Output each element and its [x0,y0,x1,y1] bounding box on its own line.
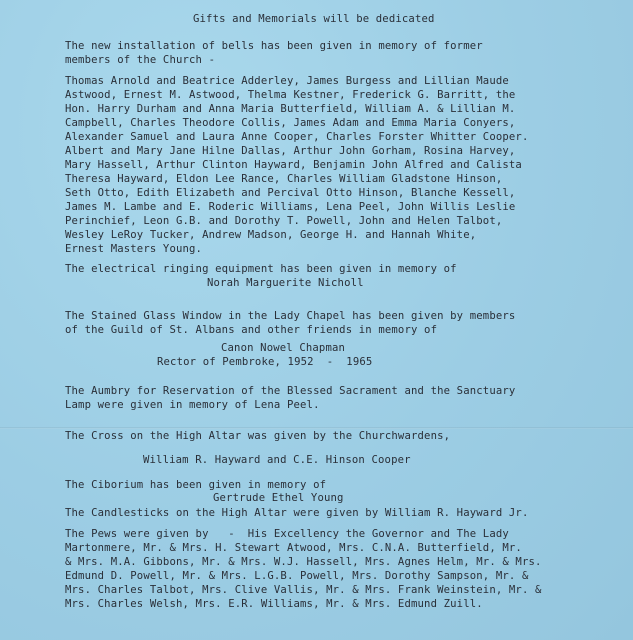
bells-names-line: Albert and Mary Jane Hilne Dallas, Arthur John Gorham, Rosina Harvey, [65,145,516,157]
candlesticks-line: The Candlesticks on the High Altar were given by William R. Hayward Jr. [65,507,529,519]
ringing-line: The electrical ringing equipment has been given in memory of [65,263,457,275]
document-title: Gifts and Memorials will be dedicated [193,13,435,25]
bells-names-line: Ernest Masters Young. [65,243,203,255]
ciborium-line: The Ciborium has been given in memory of [65,479,327,491]
bells-names-line: Wesley LeRoy Tucker, Andrew Madson, George H. and Hannah White, [65,229,477,241]
churchwardens-names: William R. Hayward and C.E. Hinson Cooper [143,454,411,466]
window-rector-line: Rector of Pembroke, 1952 - 1965 [157,356,373,368]
ciborium-memorial-name: Gertrude Ethel Young [213,492,344,504]
pews-line: Mrs. Charles Welsh, Mrs. E.R. Williams, Mr. & Mrs. Edmund Zuill. [65,598,483,610]
bells-names-line: James M. Lambe and E. Roderic Williams, Lena Peel, John Willis Leslie [65,201,516,213]
pews-line: The Pews were given by - His Excellency the Governor and The Lady [65,528,509,540]
pews-line: Martonmere, Mr. & Mrs. H. Stewart Atwood, Mrs. C.N.A. Butterfield, Mr. [65,542,522,554]
bells-names-line: Campbell, Charles Theodore Collis, James Adam and Emma Maria Conyers, [65,117,516,129]
bells-intro-line: members of the Church - [65,54,216,66]
bells-names-line: Seth Otto, Edith Elizabeth and Percival Otto Hinson, Blanche Kessell, [65,187,516,199]
aumbry-line: The Aumbry for Reservation of the Blessed Sacrament and the Sanctuary [65,385,516,397]
bells-names-line: Alexander Samuel and Laura Anne Cooper, Charles Forster Whitter Cooper. [65,131,529,143]
ringing-memorial-name: Norah Marguerite Nicholl [207,277,364,289]
window-memorial-name: Canon Nowel Chapman [221,342,346,354]
pews-line: Edmund D. Powell, Mr. & Mrs. L.G.B. Powell, Mrs. Dorothy Sampson, Mr. & [65,570,529,582]
window-line: The Stained Glass Window in the Lady Chapel has been given by members [65,310,516,322]
bells-names-line: Hon. Harry Durham and Anna Maria Butterfield, William A. & Lillian M. [65,103,516,115]
aumbry-line: Lamp were given in memory of Lena Peel. [65,399,320,411]
bells-names-line: Mary Hassell, Arthur Clinton Hayward, Benjamin John Alfred and Calista [65,159,522,171]
bells-intro-line: The new installation of bells has been given in memory of former [65,40,483,52]
window-line: of the Guild of St. Albans and other friends in memory of [65,324,438,336]
pews-line: & Mrs. M.A. Gibbons, Mr. & Mrs. W.J. Hassell, Mrs. Agnes Helm, Mr. & Mrs. [65,556,542,568]
bells-names-line: Astwood, Ernest M. Astwood, Thelma Kestner, Frederick G. Barritt, the [65,89,516,101]
bells-names-line: Theresa Hayward, Eldon Lee Rance, Charles William Gladstone Hinson, [65,173,503,185]
pews-line: Mrs. Charles Talbot, Mrs. Clive Vallis, Mr. & Mrs. Frank Weinstein, Mr. & [65,584,542,596]
bells-names-line: Perinchief, Leon G.B. and Dorothy T. Powell, John and Helen Talbot, [65,215,503,227]
bells-names-line: Thomas Arnold and Beatrice Adderley, James Burgess and Lillian Maude [65,75,509,87]
cross-line: The Cross on the High Altar was given by the Churchwardens, [65,430,451,442]
